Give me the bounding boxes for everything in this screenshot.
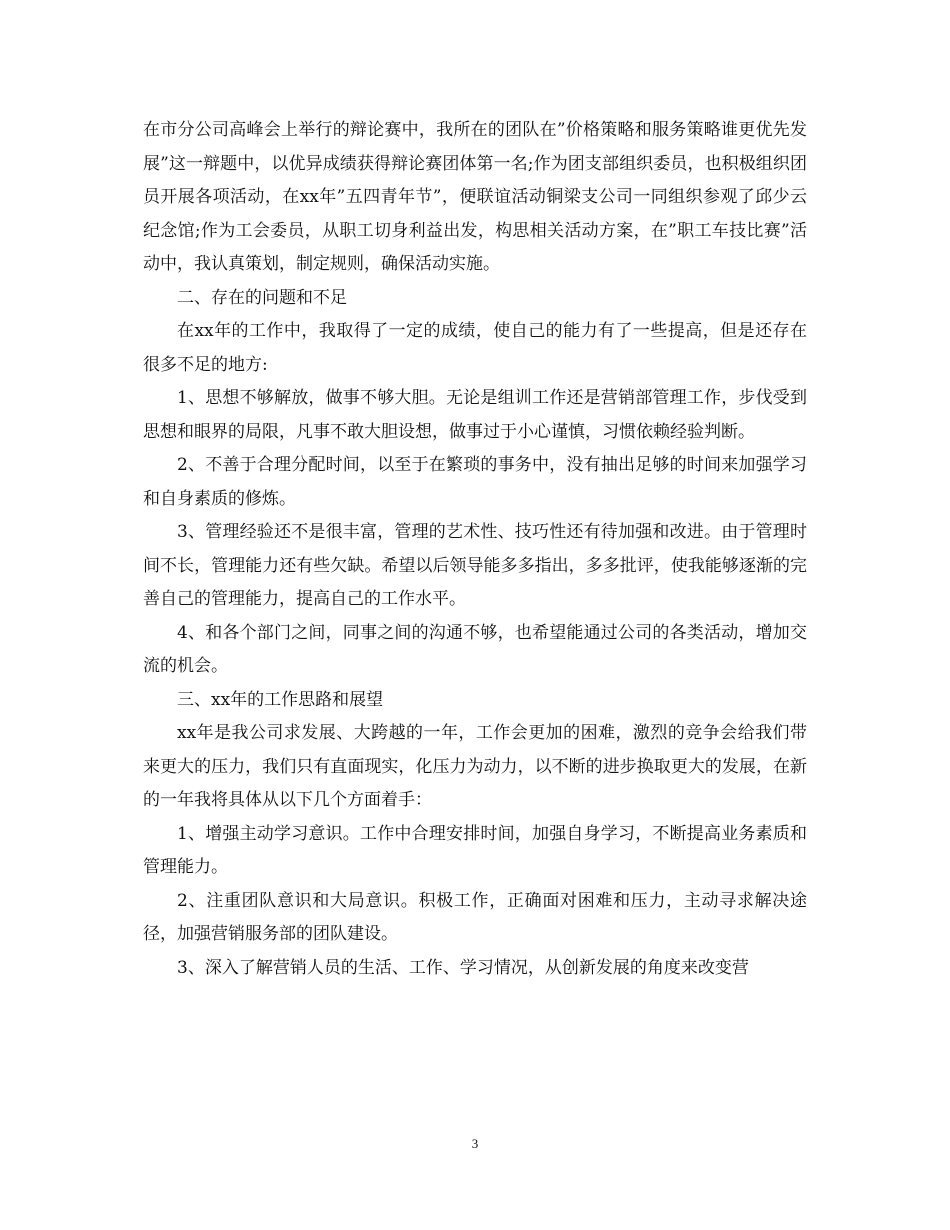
- paragraph-plan-3: 3、深入了解营销人员的生活、工作、学习情况，从创新发展的角度来改变营: [177, 957, 749, 978]
- paragraph-plan-1: 1、增强主动学习意识。工作中合理安排时间，加强自身学习，不断提高业务素质和管理能力。: [143, 823, 807, 877]
- paragraph-debate-and-activities: 在市分公司高峰会上举行的辩论赛中，我所在的团队在”价格策略和服务策略谁更优先发展”这一辩题中，以优异成绩获得辩论赛团体第一名;作为团支部组织委员，也积极组织团员开展各项活动，在xx年”五四青年节”，便联谊活动铜梁支公司一同组织参观了邱少云纪念馆;作为工会委员，从职工切身利益出发，构思相关活动方案，在”职工车技比赛”活动中，我认真策划，制定规则，确保活动实施。: [143, 120, 807, 274]
- page-number: 3: [471, 1136, 479, 1151]
- paragraph-problems-intro: 在xx年的工作中，我取得了一定的成绩，使自己的能力有了一些提高，但是还存在很多不足的地方:: [143, 321, 807, 375]
- paragraph-problem-3: 3、管理经验还不是很丰富，管理的艺术性、技巧性还有待加强和改进。由于管理时间不长，管理能力还有些欠缺。希望以后领导能多多指出，多多批评，使我能够逐渐的完善自己的管理能力，提高自己的工作水平。: [143, 522, 807, 609]
- paragraph-problem-1: 1、思想不够解放，做事不够大胆。无论是组训工作还是营销部管理工作，步伐受到思想和眼界的局限，凡事不敢大胆设想，做事过于小心谨慎，习惯依赖经验判断。: [143, 388, 807, 442]
- heading-work-plan-and-outlook: 三、xx年的工作思路和展望: [177, 689, 384, 710]
- document-body: [143, 114, 807, 985]
- paragraph-plan-2: 2、注重团队意识和大局意识。积极工作，正确面对困难和压力，主动寻求解决途径，加强营销服务部的团队建设。: [143, 890, 807, 944]
- paragraph-outlook-intro: xx年是我公司求发展、大跨越的一年，工作会更加的困难，激烈的竞争会给我们带来更大的压力，我们只有直面现实，化压力为动力，以不断的进步换取更大的发展，在新的一年我将具体从以下几个方面着手：: [143, 723, 807, 810]
- paragraph-problem-2: 2、不善于合理分配时间，以至于在繁琐的事务中，没有抽出足够的时间来加强学习和自身素质的修炼。: [143, 455, 807, 509]
- paragraph-problem-4: 4、和各个部门之间，同事之间的沟通不够，也希望能通过公司的各类活动，增加交流的机会。: [143, 622, 807, 676]
- heading-problems-and-shortcomings: 二、存在的问题和不足: [177, 287, 347, 308]
